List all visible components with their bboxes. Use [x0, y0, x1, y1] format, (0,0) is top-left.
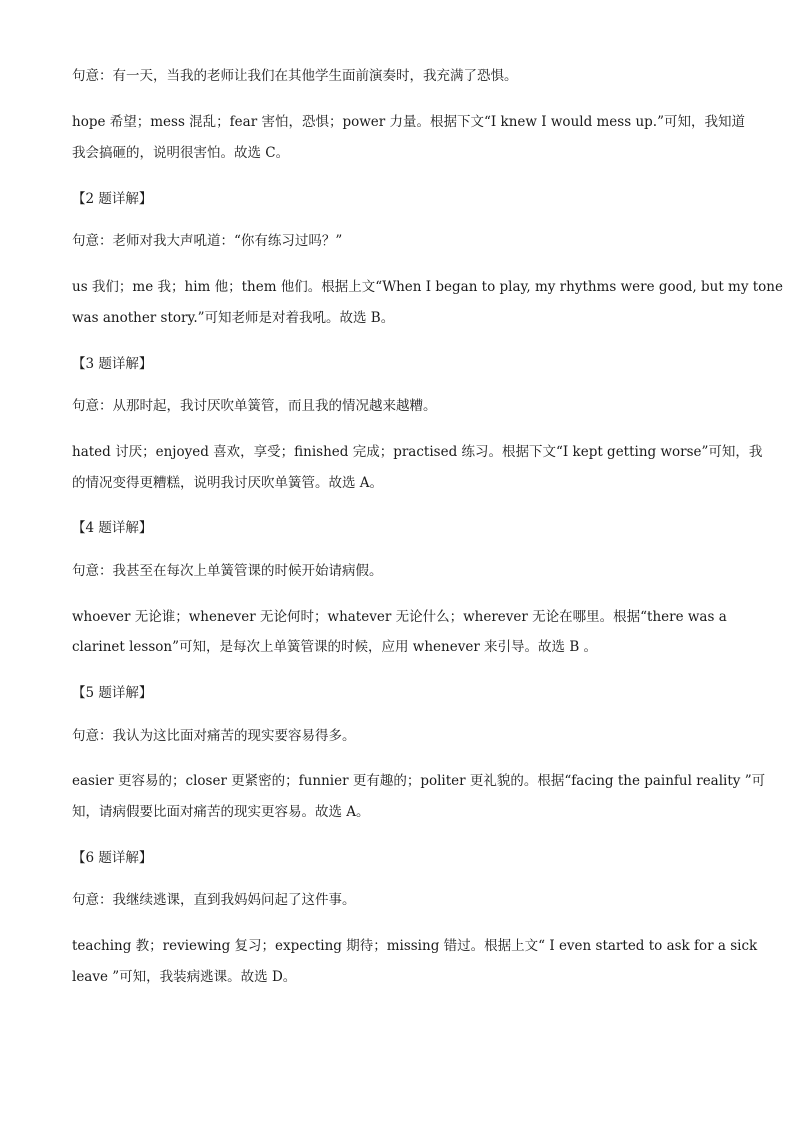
sentence-meaning: 句意：我甚至在每次上单簧管课的时候开始请病假。: [72, 563, 383, 579]
analysis-text: 的情况变得更糟糕，说明我讨厌吹单簧管。故选 A。: [72, 475, 384, 491]
analysis-text: hated 讨厌；enjoyed 喜欢，享受；finished 完成；practised 练习。根据下文“I kept getting worse”可知，我: [72, 444, 763, 460]
analysis-text: 我会搞砸的，说明很害怕。故选 C。: [72, 145, 290, 161]
question-heading: 【3 题详解】: [72, 356, 153, 372]
analysis-text: clarinet lesson”可知，是每次上单簧管课的时候，应用 whenever 来引导。故选 B 。: [72, 639, 598, 655]
sentence-meaning: 句意：老师对我大声吼道：“你有练习过吗？”: [72, 233, 343, 249]
analysis-text: 知，请病假要比面对痛苦的现实更容易。故选 A。: [72, 804, 370, 820]
question-heading: 【6 题详解】: [72, 850, 153, 866]
sentence-meaning: 句意：有一天，当我的老师让我们在其他学生面前演奏时，我充满了恐惧。: [72, 68, 518, 84]
sentence-meaning: 句意：从那时起，我讨厌吹单簧管，而且我的情况越来越糟。: [72, 398, 437, 414]
analysis-text: teaching 教；reviewing 复习；expecting 期待；missing 错过。根据上文“ I even started to ask for a sick: [72, 938, 758, 954]
analysis-text: hope 希望；mess 混乱；fear 害怕，恐惧；power 力量。根据下文“I knew I would mess up.”可知，我知道: [72, 114, 745, 130]
analysis-text: whoever 无论谁；whenever 无论何时；whatever 无论什么；wherever 无论在哪里。根据“there was a: [72, 609, 727, 625]
analysis-text: was another story.”可知老师是对着我吼。故选 B。: [72, 310, 395, 326]
analysis-text: easier 更容易的；closer 更紧密的；funnier 更有趣的；politer 更礼貌的。根据“facing the painful reality ”可: [72, 773, 766, 789]
analysis-text: leave ”可知，我装病逃课。故选 D。: [72, 969, 297, 985]
sentence-meaning: 句意：我认为这比面对痛苦的现实要容易得多。: [72, 728, 356, 744]
question-heading: 【5 题详解】: [72, 685, 153, 701]
analysis-text: us 我们；me 我；him 他；them 他们。根据上文“When I began to play, my rhythms were good, but my tone: [72, 279, 783, 295]
sentence-meaning: 句意：我继续逃课，直到我妈妈问起了这件事。: [72, 892, 356, 908]
question-heading: 【4 题详解】: [72, 520, 153, 536]
question-heading: 【2 题详解】: [72, 191, 153, 207]
